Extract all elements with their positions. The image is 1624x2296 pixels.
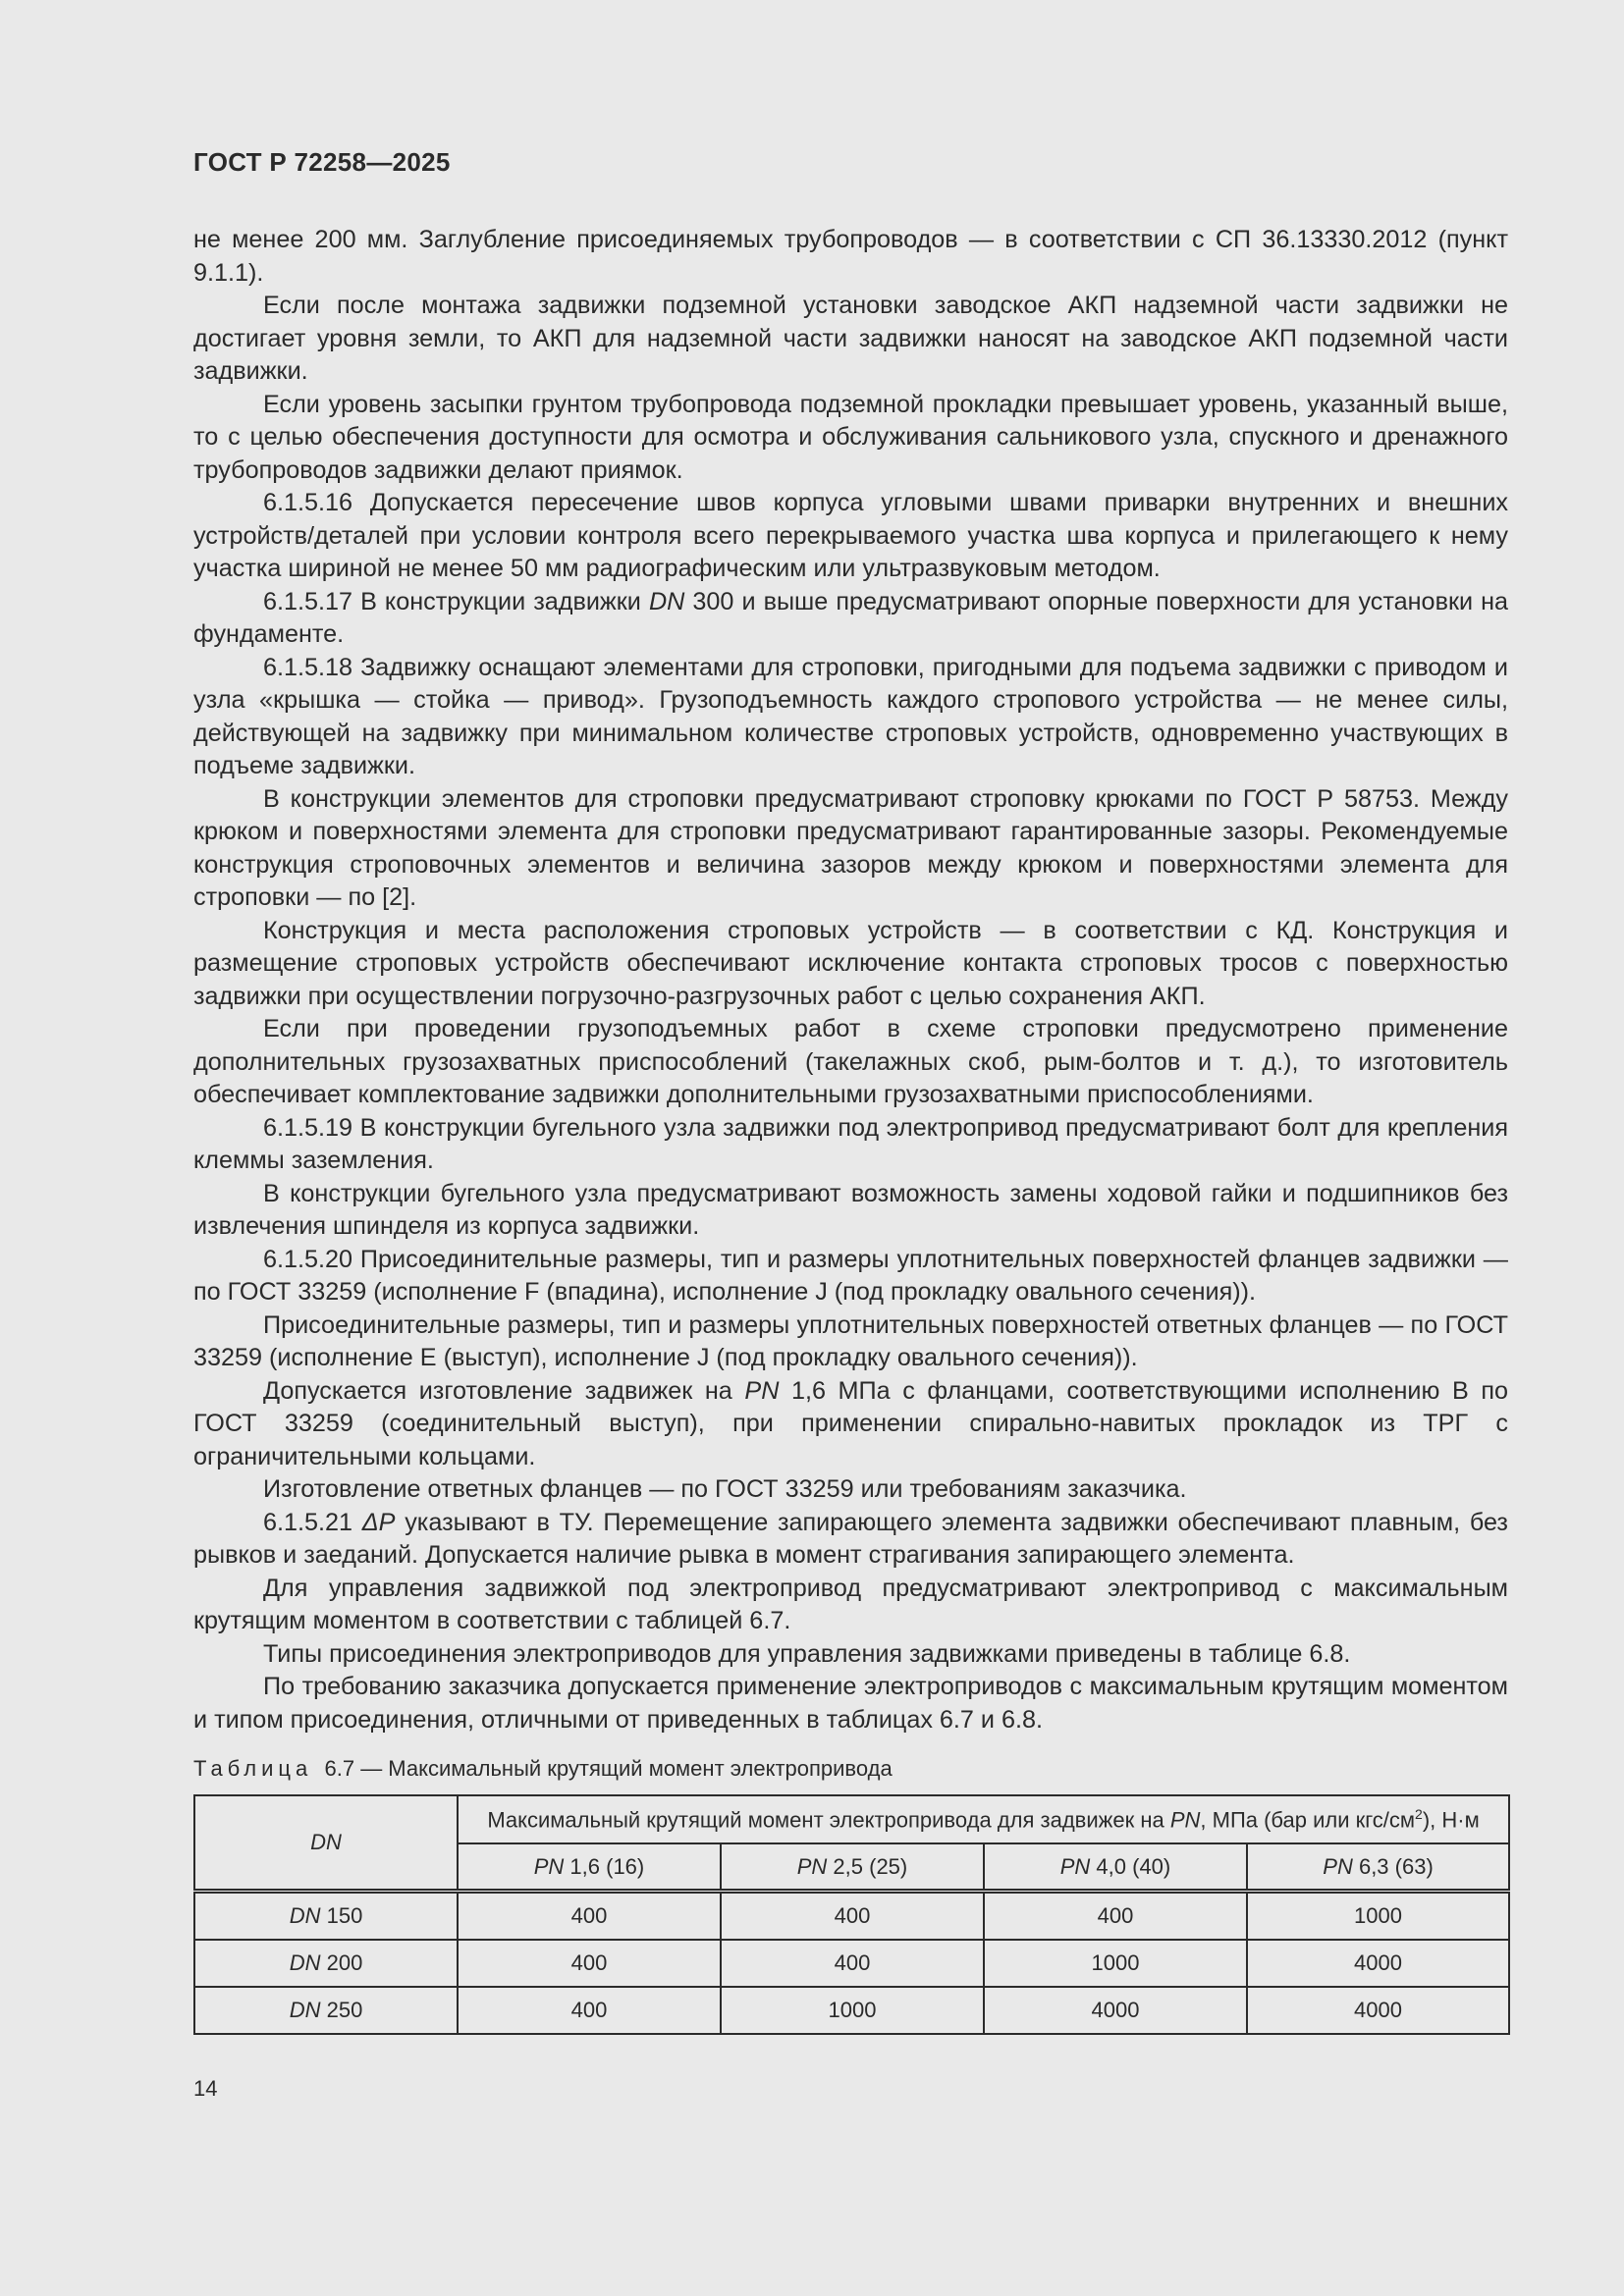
paragraph: Для управления задвижкой под электропривод предусматривают электропривод с максимальным крутящим моментом в соответствии с таблицей 6.7. <box>193 1574 1508 1634</box>
paragraph: Если уровень засыпки грунтом трубопровода подземной прокладки превышает уровень, указанный выше, то с целью обеспечения доступности для осмотра и обслуживания сальникового узла, спускного и дренажного трубопроводов задвижки делают приямок. <box>193 390 1508 484</box>
dn-cell: DN 200 <box>194 1940 458 1987</box>
paragraph: В конструкции бугельного узла предусматривают возможность замены ходовой гайки и подшипников без извлечения шпинделя из корпуса задвижки. <box>193 1179 1508 1240</box>
torque-value-cell: 1000 <box>984 1940 1247 1987</box>
paragraph-clause-6-1-5-20: 6.1.5.20 Присоединительные размеры, тип и размеры уплотнительных поверхностей фланцев задвижки — по ГОСТ 33259 (исполнение F (впадина), исполнение J (под прокладку овального сечения)). <box>193 1245 1508 1306</box>
torque-value-cell: 400 <box>458 1892 721 1941</box>
paragraph-clause-6-1-5-18: 6.1.5.18 Задвижку оснащают элементами для строповки, пригодными для подъема задвижки с приводом и узла «крышка — стойка — привод». Грузоподъемность каждого стропового устройства — не менее силы, действующей на задвижку при минимальном количестве строповых устройств, одновременно участвующих в подъеме задвижки. <box>193 653 1508 779</box>
paragraph: Допускается изготовление задвижек на PN 1,6 МПа с фланцами, соответствующими исполнению B по ГОСТ 33259 (соединительный выступ), при применении спирально-навитых прокладок из ТРГ с ограничительными кольцами. <box>193 1376 1508 1470</box>
torque-value-cell: 1000 <box>721 1987 984 2034</box>
paragraph: Изготовление ответных фланцев — по ГОСТ 33259 или требованиям заказчика. <box>263 1475 1187 1503</box>
pressure-column-header: PN 4,0 (40) <box>984 1843 1247 1892</box>
torque-value-cell: 400 <box>458 1987 721 2034</box>
torque-group-header: Максимальный крутящий момент электропривода для задвижек на PN, МПа (бар или кгс/$см^2$), Н·м <box>458 1795 1509 1843</box>
torque-value-cell: 400 <box>721 1940 984 1987</box>
paragraph-clause-6-1-5-21: 6.1.5.21 ΔP указывают в ТУ. Перемещение запирающего элемента задвижки обеспечивают плавным, без рывков и заеданий. Допускается наличие рывка в момент страгивания запирающего элемента. <box>193 1508 1508 1569</box>
paragraph: Типы присоединения электроприводов для управления задвижками приведены в таблице 6.8. <box>263 1639 1351 1668</box>
torque-value-cell: 4000 <box>1247 1987 1509 2034</box>
paragraph: Если при проведении грузоподъемных работ в схеме строповки предусмотрено применение дополнительных грузозахватных приспособлений (такелажных скоб, рым-болтов и т. д.), то изготовитель обеспечивает комплектование задвижки дополнительными грузозахватными приспособлениями. <box>193 1015 1508 1108</box>
table-caption: Таблица 6.7 — Максимальный крутящий момент электропривода <box>193 1756 893 1781</box>
paragraph-clause-6-1-5-19: 6.1.5.19 В конструкции бугельного узла задвижки под электропривод предусматривают болт для крепления клеммы заземления. <box>193 1113 1508 1174</box>
paragraph-clause-6-1-5-17: 6.1.5.17 В конструкции задвижки DN 300 и выше предусматривают опорные поверхности для установки на фундаменте. <box>193 587 1509 648</box>
pressure-column-header: PN 6,3 (63) <box>1247 1843 1509 1892</box>
torque-table <box>193 1794 1510 2035</box>
paragraph: не менее 200 мм. Заглубление присоединяемых трубопроводов — в соответствии с СП 36.13330.2012 (пункт 9.1.1). <box>193 226 1508 287</box>
torque-value-cell: 400 <box>721 1892 984 1941</box>
torque-value-cell: 4000 <box>984 1987 1247 2034</box>
dn-cell: DN 250 <box>194 1987 458 2034</box>
pressure-column-header: PN 1,6 (16) <box>458 1843 721 1892</box>
document-code-header: ГОСТ Р 72258—2025 <box>193 147 451 177</box>
paragraph: Присоединительные размеры, тип и размеры уплотнительных поверхностей ответных фланцев — по ГОСТ 33259 (исполнение E (выступ), исполнение J (под прокладку овального сечения)). <box>193 1310 1508 1371</box>
torque-value-cell: 4000 <box>1247 1940 1509 1987</box>
dn-cell: DN 150 <box>194 1892 458 1941</box>
paragraph: В конструкции элементов для строповки предусматривают строповку крюками по ГОСТ Р 58753. Между крюком и поверхностями элемента для строповки предусматривают гарантированные зазоры. Рекомендуемые конструкция строповочных элементов и величина зазоров между крюком и поверхностями элемента для строповки — по [2]. <box>193 784 1508 911</box>
torque-value-cell: 400 <box>984 1892 1247 1941</box>
body-text <box>193 224 1508 1736</box>
table-row <box>194 1987 1509 2034</box>
torque-value-cell: 400 <box>458 1940 721 1987</box>
table-row <box>194 1892 1509 1941</box>
paragraph-clause-6-1-5-16: 6.1.5.16 Допускается пересечение швов корпуса угловыми швами приварки внутренних и внешних устройств/деталей при условии контроля всего перекрываемого участка шва корпуса и прилегающего к нему участка шириной не менее 50 мм радиографическим или ультразвуковым методом. <box>193 489 1508 582</box>
paragraph: Конструкция и места расположения строповых устройств — в соответствии с КД. Конструкция и размещение строповых устройств обеспечивают исключение контакта строповых тросов с поверхностью задвижки при осуществлении погрузочно-разгрузочных работ с целью сохранения АКП. <box>193 916 1508 1010</box>
dn-column-header: DN <box>194 1795 458 1892</box>
page-number: 14 <box>193 2076 218 2101</box>
torque-value-cell: 1000 <box>1247 1892 1509 1941</box>
paragraph: Если после монтажа задвижки подземной установки заводское АКП надземной части задвижки не достигает уровня земли, то АКП для надземной части задвижки наносят на заводское АКП подземной части задвижки. <box>193 292 1508 385</box>
paragraph: По требованию заказчика допускается применение электроприводов с максимальным крутящим моментом и типом присоединения, отличными от приведенных в таблицах 6.7 и 6.8. <box>193 1673 1508 1734</box>
pressure-column-header: PN 2,5 (25) <box>721 1843 984 1892</box>
table-row <box>194 1940 1509 1987</box>
